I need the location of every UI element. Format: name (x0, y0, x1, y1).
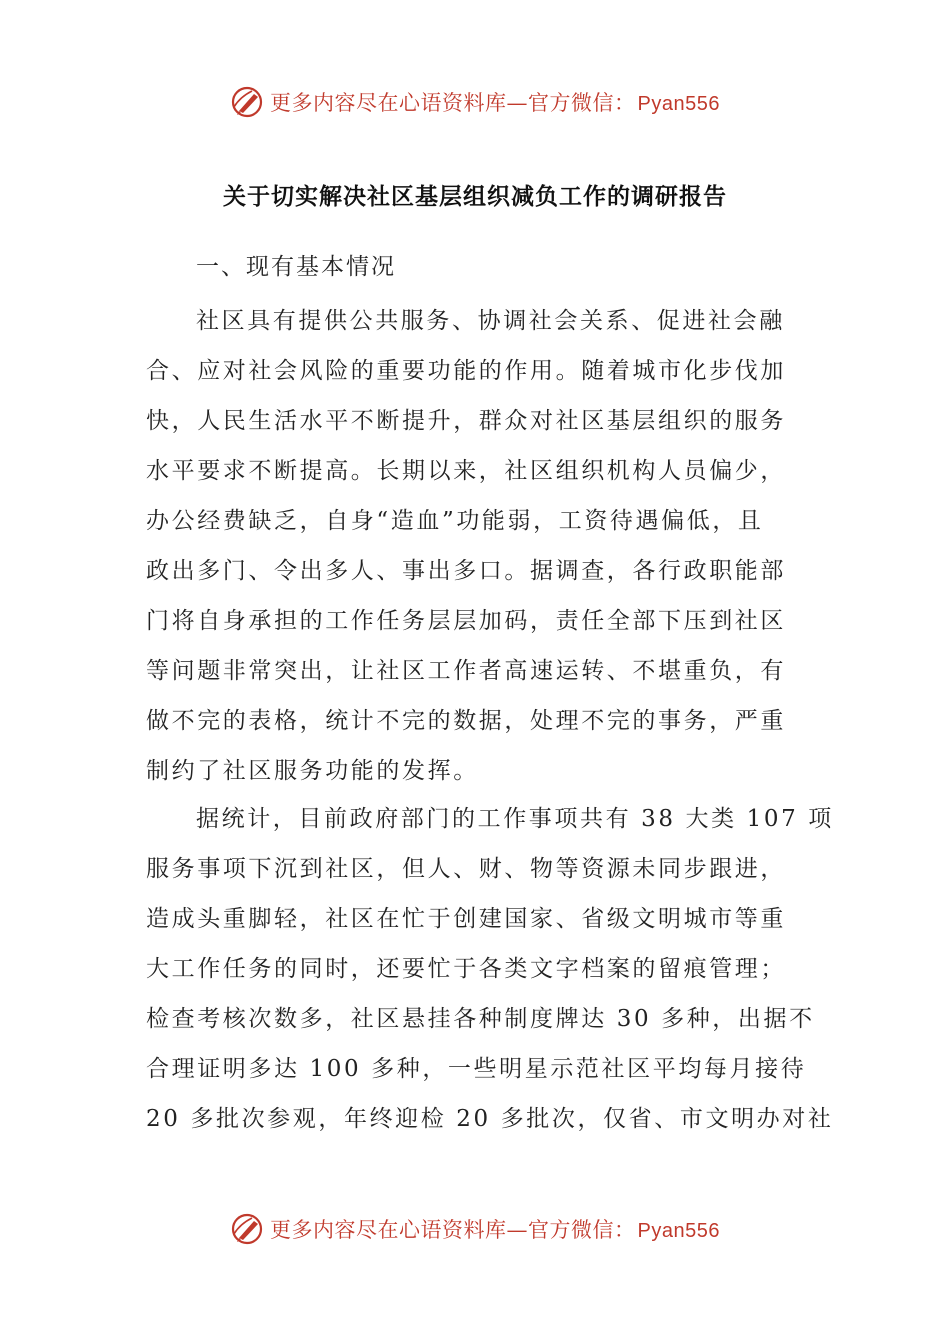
paragraph-line: 快，人民生活水平不断提升，群众对社区基层组织的服务 (146, 408, 786, 434)
paragraph-line: 社区具有提供公共服务、协调社会关系、促进社会融 (196, 308, 785, 334)
paragraph-line: 政出多门、令出多人、事出多口。据调查，各行政职能部 (146, 558, 786, 584)
paragraph-1 (146, 296, 796, 796)
header-watermark (0, 82, 950, 122)
paragraph-line: 大工作任务的同时，还要忙于各类文字档案的留痕管理； (146, 956, 786, 982)
paragraph-line: 20 多批次参观，年终迎检 20 多批次，仅省、市文明办对社 (146, 1106, 834, 1132)
document-title: 关于切实解决社区基层组织减负工作的调研报告 (223, 183, 727, 210)
paragraph-line: 合理证明多达 100 多种，一些明星示范社区平均每月接待 (146, 1056, 807, 1082)
pen-nib-logo-icon (230, 85, 266, 119)
watermark-text: 更多内容尽在心语资料库—官方微信： Pyan556 (270, 1218, 720, 1242)
paragraph-line: 服务事项下沉到社区，但人、财、物等资源未同步跟进， (146, 856, 786, 882)
paragraph-line: 办公经费缺乏，自身“造血”功能弱，工资待遇偏低，且 (146, 508, 764, 534)
pen-nib-logo-icon (230, 1212, 266, 1246)
section-heading: 一、现有基本情况 (196, 254, 396, 280)
paragraph-line: 等问题非常突出，让社区工作者高速运转、不堪重负，有 (146, 658, 786, 684)
paragraph-line: 据统计，目前政府部门的工作事项共有 38 大类 107 项 (196, 806, 834, 832)
paragraph-line: 检查考核次数多，社区悬挂各种制度牌达 30 多种，出据不 (146, 1006, 815, 1032)
paragraph-line: 制约了社区服务功能的发挥。 (146, 758, 479, 784)
paragraph-line: 造成头重脚轻，社区在忙于创建国家、省级文明城市等重 (146, 906, 786, 932)
paragraph-line: 门将自身承担的工作任务层层加码，责任全部下压到社区 (146, 608, 786, 634)
footer-watermark (0, 1209, 950, 1249)
watermark-text: 更多内容尽在心语资料库—官方微信： Pyan556 (270, 91, 720, 115)
watermark-account: Pyan556 (637, 93, 720, 115)
paragraph-line: 做不完的表格，统计不完的数据，处理不完的事务，严重 (146, 708, 786, 734)
paragraph-line: 水平要求不断提高。长期以来，社区组织机构人员偏少， (146, 458, 786, 484)
paragraph-line: 合、应对社会风险的重要功能的作用。随着城市化步伐加 (146, 358, 786, 384)
watermark-account: Pyan556 (637, 1220, 720, 1242)
paragraph-2 (146, 794, 834, 1144)
